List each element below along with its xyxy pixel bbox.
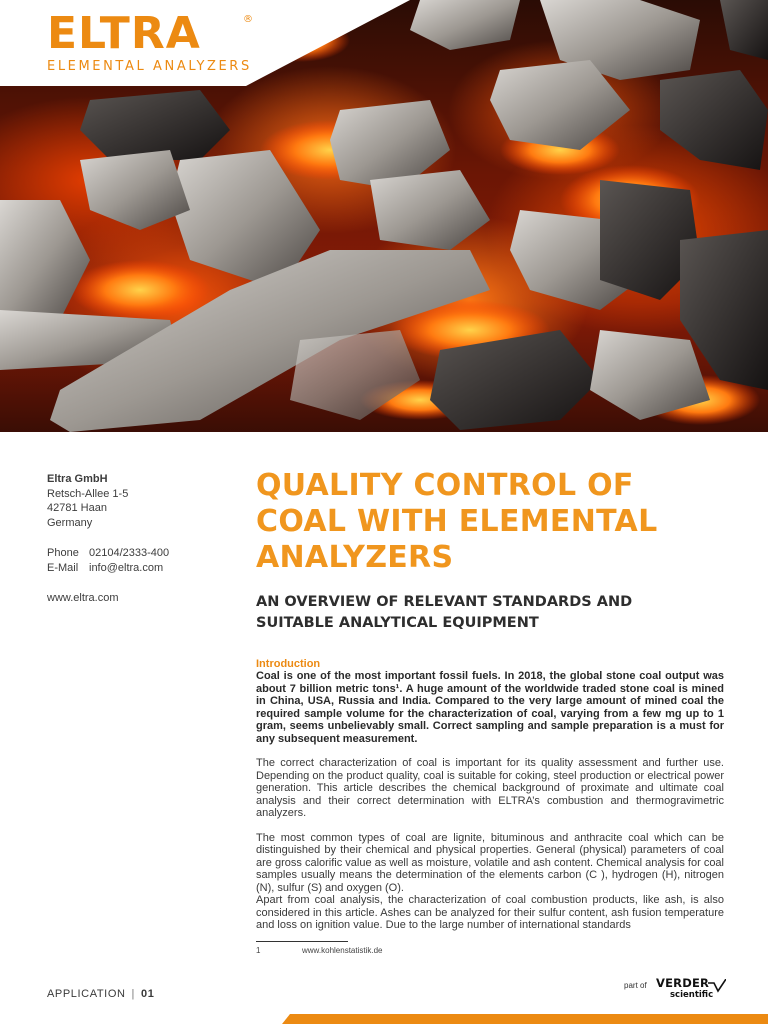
- phone-row: [47, 546, 237, 561]
- title-line: QUALITY CONTROL OF: [256, 468, 634, 503]
- title-line: COAL WITH ELEMENTAL: [256, 504, 658, 539]
- footer-separator: |: [131, 988, 135, 1000]
- subtitle-line: SUITABLE ANALYTICAL EQUIPMENT: [256, 615, 539, 631]
- email-label: E-Mail: [47, 561, 79, 574]
- contact-details: [47, 546, 237, 575]
- body-paragraph-2: The most common types of coal are lignite, bituminous and anthracite coal which can be distinguished by their chemical and physical properties. General (physical) parameters of coal are gross calorific value as well as moisture, volatile and ash content. Chemical analysis for coal samples usually means the determination of the elements carbon (C ), hydrogen (H), nitrogen (N), sulfur (S) and oxygen (O).: [256, 831, 724, 894]
- company-name: Eltra GmbH: [47, 473, 108, 485]
- article-title: [256, 468, 724, 576]
- eltra-logo: [47, 8, 253, 74]
- logo-tagline: ELEMENTAL ANALYZERS: [47, 59, 252, 74]
- part-of-label: part of: [624, 981, 647, 990]
- article-subtitle: [256, 592, 724, 634]
- subtitle-line: AN OVERVIEW OF RELEVANT STANDARDS AND: [256, 594, 633, 610]
- email-address[interactable]: info@eltra.com: [89, 561, 164, 574]
- verder-scientific-logo: [624, 976, 734, 1004]
- footnote-text[interactable]: www.kohlenstatistik.de: [302, 946, 383, 955]
- verder-wordmark: VERDER: [656, 976, 710, 990]
- phone-label: Phone: [47, 547, 79, 559]
- body-paragraph-1: The correct characterization of coal is important for its quality assessment and further use. Depending on the product quality, coal is suitable for coking, steel production or electrical power generation. This article describes the chemical background of proximate and ultimate coal analysis and their correct determination with ELTRA’s combustion and thermogravimetric analyzers.: [256, 757, 724, 819]
- verder-swoosh-icon: [708, 979, 726, 993]
- intro-heading: Introduction: [256, 658, 321, 670]
- article-main: [256, 468, 724, 932]
- body-paragraph-3: Apart from coal analysis, the characterization of coal combustion products, like ash, is also considered in this article. Ashes can be analyzed for their sulfur content, ash fusion temperature and loss on ignition value. Due to the large number of international standards: [256, 894, 724, 931]
- address-city: 42781 Haan: [47, 502, 107, 514]
- logo-wordmark: ELTRA: [47, 8, 201, 59]
- intro-paragraph: Coal is one of the most important fossil fuels. In 2018, the global stone coal output was about 7 billion metric tons¹. A huge amount of the worldwide traded stone coal is mined in China, USA, Russia and India. Compared to the very large amount of mined coal the required sample volume for the characterization of coal, varying from a few mg up to 1 gram, seems unbelievably small. Correct sampling and sample preparation is a must for any subsequent measurement.: [256, 670, 724, 745]
- address-street: Retsch-Allee 1-5: [47, 487, 129, 500]
- title-line: ANALYZERS: [256, 540, 454, 575]
- application-text: APPLICATION: [47, 988, 126, 1000]
- page-number: 01: [141, 988, 155, 1000]
- footnote: [256, 946, 382, 956]
- email-row: [47, 561, 237, 576]
- phone-number: 02104/2333-400: [89, 547, 170, 559]
- address-country: Germany: [47, 516, 93, 529]
- contact-sidebar: [47, 472, 237, 606]
- verder-scientific-text: scientific: [670, 990, 714, 1000]
- registered-mark: ®: [243, 14, 253, 25]
- application-label: [47, 988, 154, 1000]
- website-link[interactable]: www.eltra.com: [47, 592, 119, 604]
- footnote-number: 1: [256, 946, 261, 955]
- footnote-divider: [256, 941, 348, 942]
- footer-accent-bar: [282, 1014, 768, 1024]
- hero-image-glowing-coals: [0, 0, 768, 432]
